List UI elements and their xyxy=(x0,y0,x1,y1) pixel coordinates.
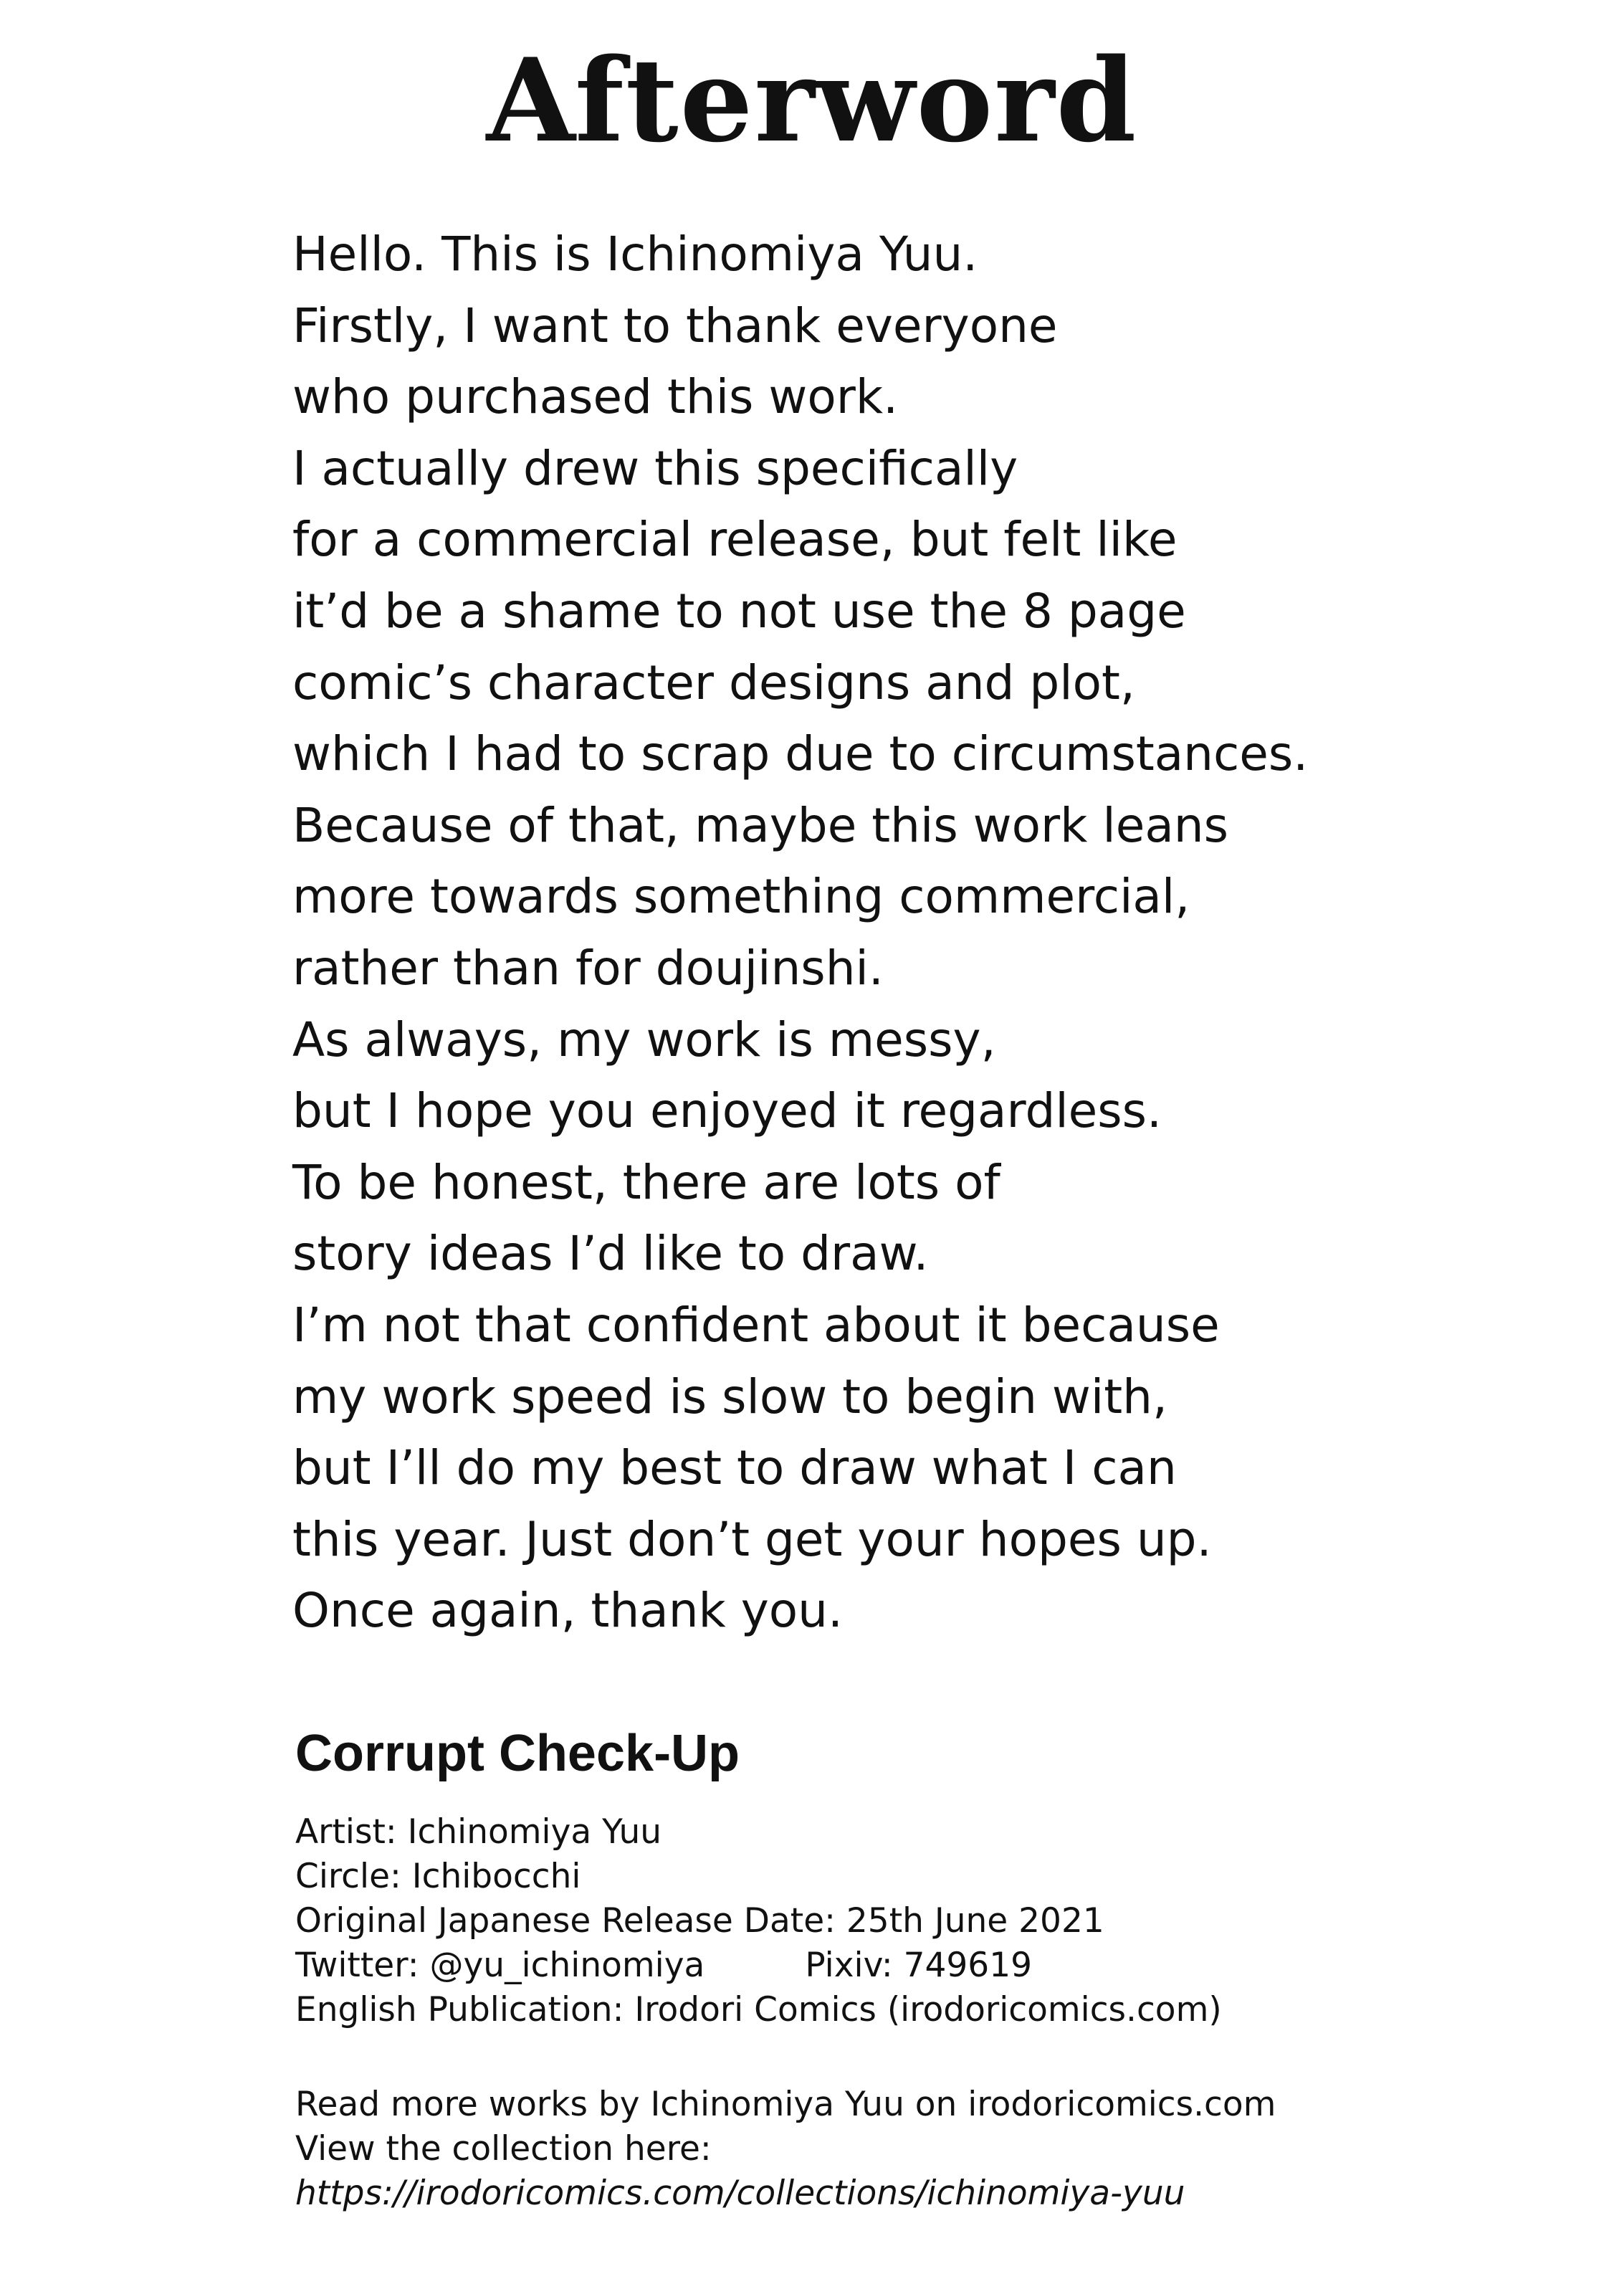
body-line: it’d be a shame to not use the 8 page xyxy=(292,583,1186,639)
body-line: rather than for doujinshi. xyxy=(292,940,884,996)
body-line: who purchased this work. xyxy=(292,369,899,425)
body-line: but I’ll do my best to draw what I can xyxy=(292,1440,1177,1496)
view-collection-text: View the collection here: xyxy=(295,2129,712,2169)
body-line: my work speed is slow to begin with, xyxy=(292,1369,1167,1424)
release-date: Original Japanese Release Date: 25th June 2021 xyxy=(295,1901,1104,1941)
body-line: Firstly, I want to thank everyone xyxy=(292,298,1058,353)
body-line: I’m not that confident about it because xyxy=(292,1297,1220,1353)
body-line: Because of that, maybe this work leans xyxy=(292,797,1228,853)
body-line: but I hope you enjoyed it regardless. xyxy=(292,1083,1162,1139)
body-line: which I had to scrap due to circumstances. xyxy=(292,726,1309,782)
artist-credit: Artist: Ichinomiya Yuu xyxy=(295,1812,662,1852)
work-title: Corrupt Check-Up xyxy=(295,1725,740,1782)
body-line: To be honest, there are lots of xyxy=(292,1154,1000,1210)
twitter-handle: Twitter: @yu_ichinomiya xyxy=(295,1946,705,1985)
publication-credit: English Publication: Irodori Comics (irodoricomics.com) xyxy=(295,1990,1222,2029)
body-line: story ideas I’d like to draw. xyxy=(292,1226,929,1282)
social-row xyxy=(295,1943,1585,1988)
body-line: more towards something commercial, xyxy=(292,869,1190,925)
body-line: Hello. This is Ichinomiya Yuu. xyxy=(292,227,978,282)
credits-block xyxy=(295,1810,1585,2032)
page-title: Afterword xyxy=(486,33,1138,168)
collection-link[interactable]: https://irodoricomics.com/collections/ichinomiya-yuu xyxy=(295,2174,1185,2213)
afterword-body xyxy=(292,219,1582,1647)
body-line: this year. Just don’t get your hopes up. xyxy=(292,1511,1212,1567)
more-works-block xyxy=(295,2083,1585,2216)
body-line: I actually drew this specifically xyxy=(292,440,1018,496)
body-line: As always, my work is messy, xyxy=(292,1012,996,1067)
body-line: comic’s character designs and plot, xyxy=(292,655,1135,710)
read-more-text: Read more works by Ichinomiya Yuu on irodoricomics.com xyxy=(295,2085,1276,2124)
pixiv-id: Pixiv: 749619 xyxy=(805,1946,1033,1985)
circle-credit: Circle: Ichibocchi xyxy=(295,1857,581,1896)
body-line: for a commercial release, but felt like xyxy=(292,512,1178,568)
body-line: Once again, thank you. xyxy=(292,1583,843,1639)
